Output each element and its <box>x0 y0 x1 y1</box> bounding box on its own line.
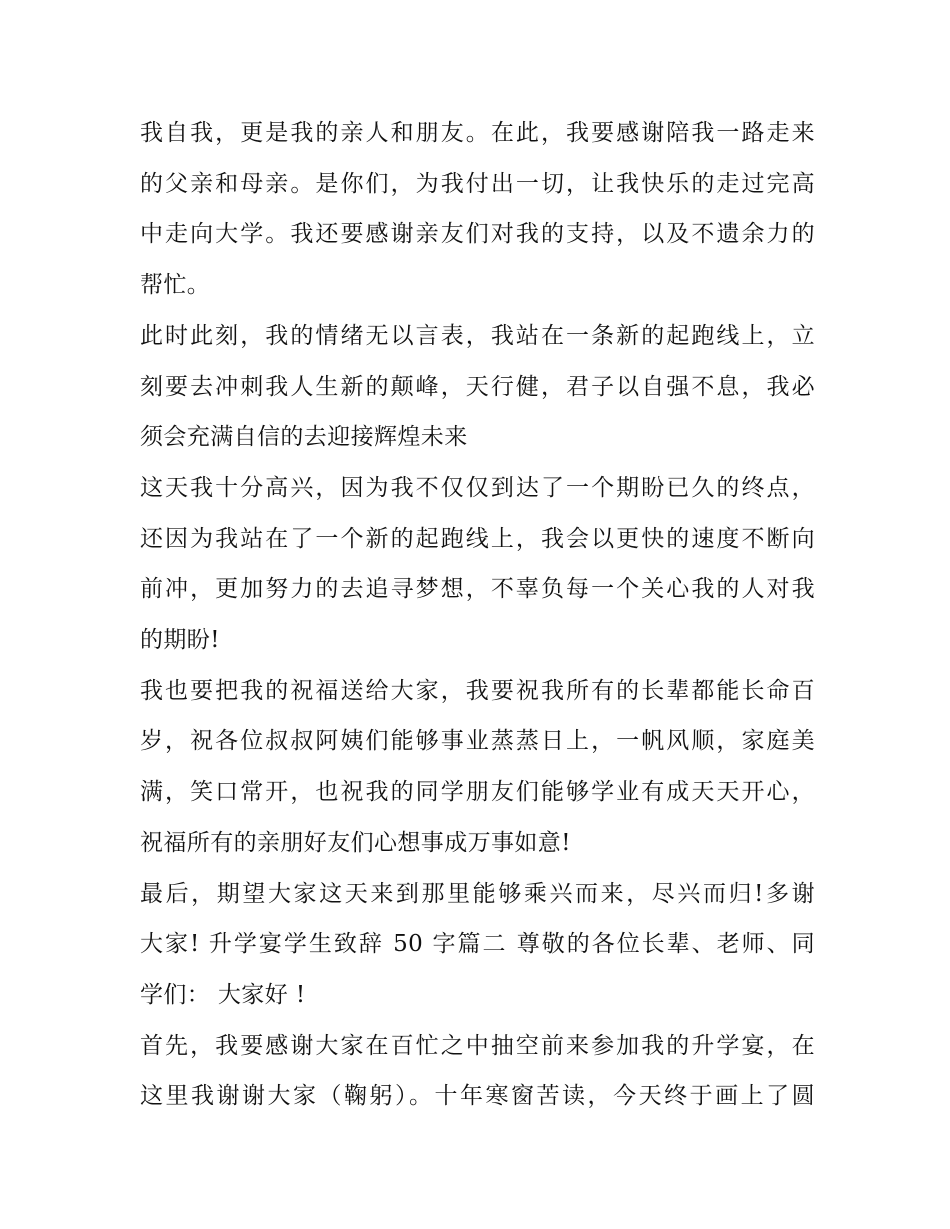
text-line: 还因为我站在了一个新的起跑线上，我会以更快的速度不断向 <box>140 525 815 552</box>
paragraph-new-start <box>140 311 815 463</box>
paragraph-speech-two <box>140 1021 815 1122</box>
text-line: 学们： 大家好 ! <box>140 981 306 1008</box>
body-text <box>140 108 815 1122</box>
text-line: 最后，期望大家这天来到那里能够乘兴而来，尽兴而归!多谢 <box>140 880 815 907</box>
text-line: 此时此刻，我的情绪无以言表，我站在一条新的起跑线上，立 <box>140 322 815 349</box>
text-line: 大家! 升学宴学生致辞 50 字篇二 尊敬的各位长辈、老师、同 <box>140 931 815 958</box>
text-line: 刻要去冲刺我人生新的颠峰，天行健，君子以自强不息，我必 <box>140 373 815 400</box>
text-line: 的父亲和母亲。是你们，为我付出一切，让我快乐的走过完高 <box>140 170 815 197</box>
paragraph-thanks-family <box>140 108 815 311</box>
text-line: 我也要把我的祝福送给大家，我要祝我所有的长辈都能长命百 <box>140 677 815 704</box>
text-line: 这天我十分高兴，因为我不仅仅到达了一个期盼已久的终点， <box>140 474 815 501</box>
paragraph-closing <box>140 869 815 1021</box>
text-line: 须会充满自信的去迎接辉煌未来 <box>140 424 468 451</box>
text-line: 这里我谢谢大家（鞠躬）。十年寒窗苦读，今天终于画上了圆 <box>140 1083 815 1110</box>
text-line: 满，笑口常开，也祝我的同学朋友们能够学业有成天天开心， <box>140 779 815 806</box>
text-line: 我自我，更是我的亲人和朋友。在此，我要感谢陪我一路走来 <box>140 120 815 146</box>
text-line: 首先，我要感谢大家在百忙之中抽空前来参加我的升学宴，在 <box>140 1032 815 1059</box>
text-line: 帮忙。 <box>140 272 211 299</box>
text-line: 岁，祝各位叔叔阿姨们能够事业蒸蒸日上，一帆风顺，家庭美 <box>140 728 815 755</box>
text-line: 祝福所有的亲朋好友们心想事成万事如意! <box>140 829 571 856</box>
paragraph-happy-day <box>140 463 815 666</box>
text-line: 的期盼! <box>140 627 220 654</box>
text-line: 中走向大学。我还要感谢亲友们对我的支持，以及不遗余力的 <box>140 221 815 248</box>
text-line: 前冲，更加努力的去追寻梦想，不辜负每一个关心我的人对我 <box>140 576 815 603</box>
paragraph-blessings <box>140 666 815 869</box>
